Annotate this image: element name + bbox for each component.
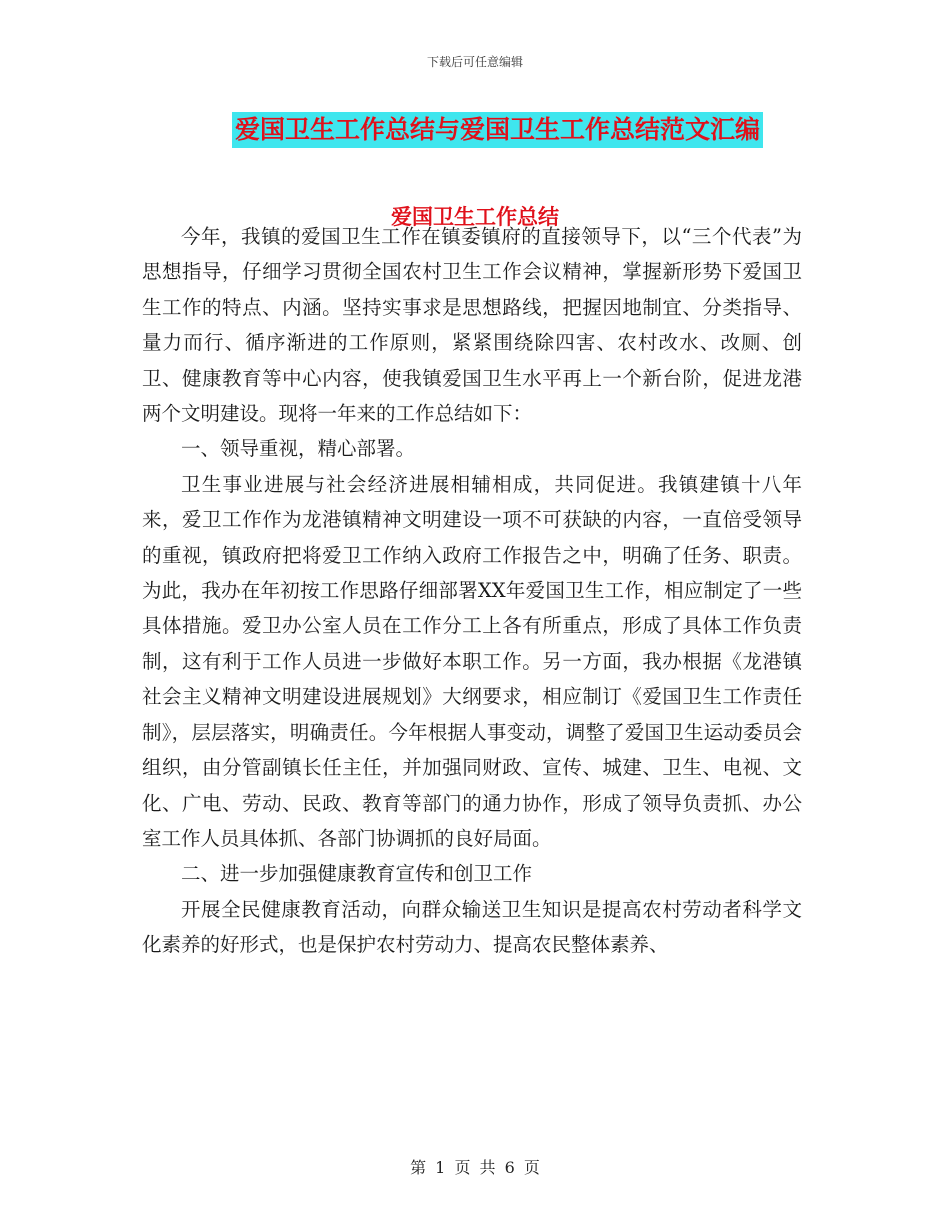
section-title: 爱国卫生工作总结: [391, 205, 559, 229]
paragraph-intro: 今年，我镇的爱国卫生工作在镇委镇府的直接领导下，以“三个代表”为思想指导，仔细学习贯彻全国农村卫生工作会议精神，掌握新形势下爱国卫生工作的特点、内涵。坚持实事求是思想路线，把握因地制宜、分类指导、量力而行、循序渐进的工作原则，紧紧围绕除四害、农村改水、改厕、创卫、健康教育等中心内容，使我镇爱国卫生水平再上一个新台阶，促进龙港两个文明建设。现将一年来的工作总结如下：: [142, 225, 802, 426]
page-header-note: 下载后可任意编辑: [426, 55, 523, 69]
paragraph-leadership: 卫生事业进展与社会经济进展相辅相成，共同促进。我镇建镇十八年来，爱卫工作作为龙港镇精神文明建设一项不可获缺的内容，一直倍受领导的重视，镇政府把将爱卫工作纳入政府工作报告之中，明确了任务、职责。为此，我办在年初按工作思路仔细部署XX年爱国卫生工作，相应制定了一些具体措施。爱卫办公室人员在工作分工上各有所重点，形成了具体工作负责制，这有利于工作人员进一步做好本职工作。另一方面，我办根据《龙港镇社会主义精神文明建设进展规划》大纲要求，相应制订《爱国卫生工作责任制》，层层落实，明确责任。今年根据人事变动，调整了爱国卫生运动委员会组织，由分管副镇长任主任，并加强同财政、宣传、城建、卫生、电视、文化、广电、劳动、民政、教育等部门的通力协作，形成了领导负责抓、办公室工作人员具体抓、各部门协调抓的良好局面。: [142, 472, 802, 850]
document-title: [0, 112, 950, 148]
heading-one: 一、领导重视，精心部署。: [181, 437, 416, 461]
heading-two: 二、进一步加强健康教育宣传和创卫工作: [181, 862, 533, 886]
document-title-text: 爱国卫生工作总结与爱国卫生工作总结范文汇编: [232, 112, 763, 148]
page-number: 第 1 页 共 6 页: [410, 1158, 540, 1177]
document-body: [142, 219, 802, 963]
paragraph-health-education: 开展全民健康教育活动，向群众输送卫生知识是提高农村劳动者科学文化素养的好形式，也是保护农村劳动力、提高农民整体素养、: [142, 897, 802, 957]
